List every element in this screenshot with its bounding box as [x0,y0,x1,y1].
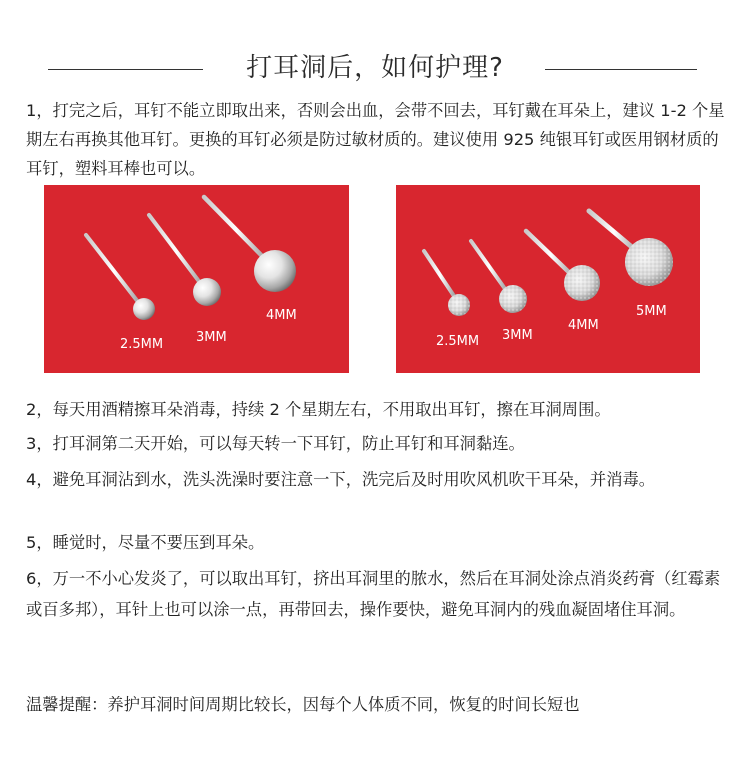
care-step-2: 2，每天用酒精擦耳朵消毒，持续 2 个星期左右，不用取出耳钉，擦在耳洞周围。 [26,400,611,419]
frosted-label-4mm: 4MM [568,318,599,333]
label-3mm: 3MM [196,330,227,345]
label-2-5mm: 2.5MM [120,337,164,352]
care-step-5: 5，睡觉时，尽量不要压到耳朵。 [26,533,265,552]
frosted-stud-5mm [589,211,673,286]
frosted-stud-3mm [471,241,527,313]
frosted-stud-4mm [526,231,600,301]
photo-frosted-studs [396,185,700,373]
stud-2-5mm [86,235,155,320]
care-step-1: 1，打完之后，耳钉不能立即取出来，否则会出血，会带不回去，耳钉戴在耳朵上，建议 1-2 个星期左右再换其他耳钉。更换的耳钉必须是防过敏材质的。建议使用 925 纯银耳钉或医用钢材质的耳钉，塑料耳棒也可以。 [26,101,725,178]
title-row [0,44,750,94]
warm-reminder: 温馨提醒：养护耳洞时间周期比较长，因每个人体质不同，恢复的时间长短也 [26,695,580,714]
frosted-label-5mm: 5MM [636,304,667,319]
care-step-4: 4，避免耳洞沾到水，洗头洗澡时要注意一下，洗完后及时用吹风机吹干耳朵，并消毒。 [26,470,656,489]
care-step-6: 6，万一不小心发炎了，可以取出耳钉，挤出耳洞里的脓水，然后在耳洞处涂点消炎药膏（红霉素或百多邦），耳针上也可以涂一点，再带回去，操作要快，避免耳洞内的残血凝固堵住耳洞。 [26,569,721,619]
page-title: 打耳洞后，如何护理? [246,53,504,83]
stud-3mm [149,215,221,306]
frosted-label-2-5mm: 2.5MM [436,334,480,349]
photo-smooth-studs [44,185,349,373]
frosted-label-3mm: 3MM [502,328,533,343]
title-divider-right [545,69,697,70]
stud-4mm [204,197,296,292]
label-4mm: 4MM [266,308,297,323]
frosted-stud-2-5mm [424,251,470,316]
care-step-3: 3，打耳洞第二天开始，可以每天转一下耳钉，防止耳钉和耳洞黏连。 [26,434,525,453]
